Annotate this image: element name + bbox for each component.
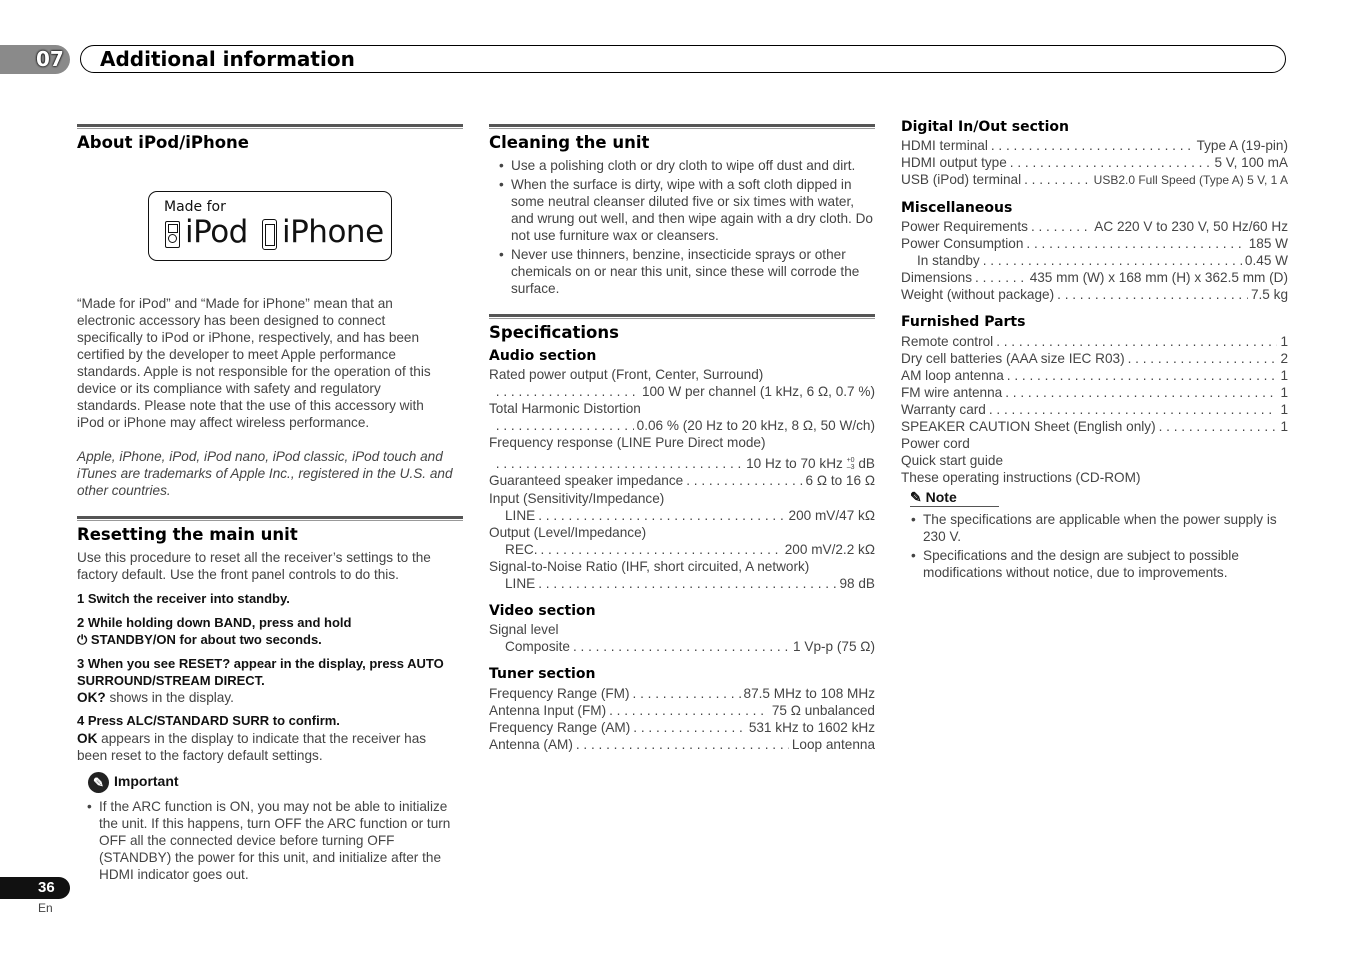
cleaning-list — [489, 157, 879, 299]
text-line: standards. Apple is not responsible for the operation of this — [77, 364, 431, 379]
section-rule — [489, 314, 875, 319]
step-text: SURROUND/STREAM DIRECT. — [77, 673, 265, 688]
leader-dots — [686, 472, 802, 489]
section-rule — [77, 124, 463, 129]
spec-value: 75 Ω unbalanced — [771, 703, 875, 718]
spec-value: 2 — [1280, 351, 1288, 366]
spec-label: SPEAKER CAUTION Sheet (English only) — [901, 419, 1156, 434]
page-language: En — [38, 901, 53, 915]
leader-dots — [1005, 384, 1277, 401]
spec-label: REC. — [505, 542, 538, 557]
spec-label: AM loop antenna — [901, 368, 1004, 383]
list-item: • Use a polishing cloth or dry cloth to wipe off dust and dirt. — [489, 157, 879, 174]
step-3 — [77, 655, 469, 689]
standby-power-icon: ⏻ — [77, 632, 88, 647]
ok-display: OK — [77, 731, 98, 746]
step-text: 3 When you see RESET? appear in the display, press AUTO — [77, 656, 444, 671]
leader-dots — [576, 736, 789, 753]
text-line: specifically to iPod or iPhone, respectively, and has been — [77, 330, 420, 345]
spec-value: 1 — [1280, 402, 1288, 417]
spec-label: Remote control — [901, 334, 994, 349]
leader-dots — [540, 541, 781, 558]
spec-row — [901, 252, 1288, 269]
spec-value: 200 mV/47 kΩ — [788, 508, 875, 523]
leader-dots — [991, 137, 1194, 154]
note-label: Note — [925, 489, 957, 505]
text-line: iTunes are trademarks of Apple Inc., registered in the U.S. and — [77, 466, 453, 481]
iphone-icon — [262, 219, 277, 250]
spec-label: Guaranteed speaker impedance — [489, 473, 684, 488]
spec-row — [901, 235, 1288, 252]
tolerance-minus: –3 — [846, 464, 855, 472]
leader-dots — [996, 333, 1277, 350]
spec-value: 0.06 % (20 Hz to 20 kHz, 8 Ω, 50 W/ch) — [636, 418, 875, 433]
spec-label: Antenna Input (FM) — [489, 703, 607, 718]
spec-value: 1 — [1280, 419, 1288, 434]
spec-value: Type A (19-pin) — [1196, 138, 1288, 153]
page-number: 36 — [38, 879, 55, 896]
list-item: • When the surface is dirty, wipe with a soft cloth dipped in some neutral cleanser diluted five or six times with water, and wrung out well, and then wipe again with a dry cloth. Do not use furniture wax or cleansers. — [489, 176, 879, 244]
made-for-ipod-iphone-logo — [148, 191, 392, 261]
trademark-notice — [77, 448, 467, 499]
leader-dots — [538, 575, 836, 592]
spec-row — [901, 154, 1288, 171]
list-item: Quick start guide — [901, 453, 1003, 468]
text-line: Apple, iPhone, iPod, iPod nano, iPod classic, iPod touch and — [77, 449, 443, 464]
spec-row — [489, 736, 875, 753]
audio-section-heading: Audio section — [489, 348, 597, 364]
spec-label: In standby — [917, 253, 980, 268]
spec-label: Dimensions — [901, 270, 973, 285]
spec-label: LINE — [505, 508, 536, 523]
step-1: 1 Switch the receiver into standby. — [77, 591, 290, 606]
spec-label: HDMI terminal — [901, 138, 988, 153]
spec-row — [901, 286, 1288, 303]
step-text: STANDBY/ON for about two seconds. — [90, 632, 322, 647]
text-line: device or its compliance with safety and regulatory — [77, 381, 381, 396]
leader-dots — [1159, 418, 1278, 435]
spec-value: AC 220 V to 230 V, 50 Hz/60 Hz — [1094, 219, 1288, 234]
spec-label: Signal-to-Noise Ratio (IHF, short circuited, A network) — [489, 559, 810, 574]
ipod-paragraph — [77, 295, 467, 431]
spec-value: 185 W — [1248, 236, 1288, 251]
leader-dots — [633, 685, 741, 702]
spec-row — [489, 541, 875, 558]
video-section-heading: Video section — [489, 603, 596, 619]
section-heading-cleaning: Cleaning the unit — [489, 133, 650, 152]
spec-label: Frequency response (LINE Pure Direct mode) — [489, 435, 766, 450]
spec-row — [489, 685, 875, 702]
unit: dB — [858, 456, 875, 471]
leader-dots — [1007, 367, 1278, 384]
spec-row — [489, 575, 875, 592]
step-2 — [77, 614, 351, 648]
spec-row — [901, 137, 1288, 154]
leader-dots — [983, 252, 1242, 269]
furnished-section-heading: Furnished Parts — [901, 314, 1026, 330]
spec-value: 200 mV/2.2 kΩ — [784, 542, 875, 557]
spec-value: 0.45 W — [1244, 253, 1288, 268]
spec-value: 1 Vp-p (75 Ω) — [793, 639, 875, 654]
spec-row — [901, 269, 1288, 286]
text-line: standards. Please note that the use of this accessory with — [77, 398, 424, 413]
spec-value: 1 — [1280, 334, 1288, 349]
spec-label: Weight (without package) — [901, 287, 1055, 302]
spec-value: USB2.0 Full Speed (Type A) 5 V, 1 A — [1093, 173, 1288, 187]
spec-row — [901, 418, 1288, 435]
leader-dots — [1026, 235, 1245, 252]
ipod-icon — [165, 221, 180, 248]
leader-dots — [989, 401, 1278, 418]
text-line: been reset to the factory default settings. — [77, 748, 323, 763]
spec-label: HDMI output type — [901, 155, 1007, 170]
ok-display: OK? — [77, 690, 106, 705]
spec-row — [489, 702, 875, 719]
furnished-plain-list — [901, 435, 1140, 486]
spacer — [489, 383, 493, 400]
text-line: certified by the developer to meet Apple performance — [77, 347, 396, 362]
spacer — [489, 417, 493, 434]
leader-dots — [1031, 218, 1091, 235]
list-item: • Specifications and the design are subject to possible modifications without notice, due to improvements. — [901, 547, 1291, 581]
spec-value: 100 W per channel (1 kHz, 6 Ω, 0.7 %) — [641, 384, 875, 399]
leader-dots — [609, 702, 769, 719]
leader-dots — [633, 719, 746, 736]
section-rule — [77, 516, 463, 521]
page-number-tab — [0, 877, 70, 899]
list-item: • The specifications are applicable when the power supply is 230 V. — [901, 511, 1291, 545]
spec-value: 6 Ω to 16 Ω — [805, 473, 875, 488]
important-list — [77, 798, 467, 885]
spec-value: 87.5 MHz to 108 MHz — [743, 686, 875, 701]
spec-value — [746, 455, 875, 472]
spec-label: LINE — [505, 576, 536, 591]
tuner-section-heading: Tuner section — [489, 666, 596, 682]
text: appears in the display to indicate that the receiver has — [97, 731, 427, 746]
text-line: iPod or iPhone may affect wireless performance. — [77, 415, 370, 430]
spec-label: Dry cell batteries (AAA size IEC R03) — [901, 351, 1125, 366]
spec-value: 98 dB — [839, 576, 875, 591]
text-line: “Made for iPod” and “Made for iPhone” mean that an — [77, 296, 393, 311]
pencil-icon: ✎ — [910, 489, 922, 505]
reset-intro — [77, 549, 467, 583]
spec-row — [901, 333, 1288, 350]
tolerance-plus: +0 — [846, 457, 855, 465]
logo-iphone: iPhone — [282, 214, 384, 250]
leader-dots — [573, 638, 790, 655]
list-item: • If the ARC function is ON, you may not be able to initialize the unit. If this happens, turn OFF the ARC function or turn OFF all the connected device before turning OFF (STANDBY) the power for this unit, and initialize after the HDMI indicator goes out. — [77, 798, 467, 883]
digital-section-heading: Digital In/Out section — [901, 119, 1069, 135]
text-line: other countries. — [77, 483, 171, 498]
spec-row — [489, 719, 875, 736]
list-item: • Never use thinners, benzine, insecticide sprays or other chemicals on or near this unit, since these will corrode the surface. — [489, 246, 879, 297]
freq-range: 10 Hz to 70 kHz — [746, 456, 843, 471]
spec-label: Input (Sensitivity/Impedance) — [489, 491, 665, 506]
text-line — [77, 730, 467, 747]
step-text: 2 While holding down BAND, press and hold — [77, 615, 352, 630]
spec-value: 531 kHz to 1602 kHz — [748, 720, 875, 735]
spec-value: 1 — [1280, 368, 1288, 383]
step-4: 4 Press ALC/STANDARD SURR to confirm. — [77, 713, 340, 728]
page-title: Additional information — [100, 47, 355, 71]
note-heading — [910, 489, 999, 507]
spec-row — [489, 638, 875, 655]
section-rule — [489, 124, 875, 129]
step-text — [77, 631, 351, 648]
spec-row — [901, 367, 1288, 384]
note-list — [901, 511, 1291, 583]
spec-label: Frequency Range (AM) — [489, 720, 631, 735]
spec-label: Signal level — [489, 622, 559, 637]
text-line: factory default. Use the front panel controls to do this. — [77, 567, 399, 582]
spec-row — [901, 384, 1288, 401]
leader-dots — [496, 455, 743, 472]
spec-row — [901, 171, 1288, 189]
spec-label: USB (iPod) terminal — [901, 172, 1022, 187]
spec-label: FM wire antenna — [901, 385, 1003, 400]
spec-row — [489, 507, 875, 524]
section-heading-ipod: About iPod/iPhone — [77, 133, 249, 152]
leader-dots — [975, 269, 1027, 286]
spec-value: 1 — [1280, 385, 1288, 400]
logo-made-for: Made for — [164, 199, 226, 215]
spec-label: Frequency Range (FM) — [489, 686, 630, 701]
leader-dots — [1057, 286, 1248, 303]
leader-dots — [496, 383, 639, 400]
important-icon: ✎ — [88, 772, 109, 793]
spec-row — [489, 383, 875, 400]
step-3-result — [77, 689, 234, 706]
spec-row — [489, 417, 875, 434]
spec-label: Output (Level/Impedance) — [489, 525, 647, 540]
spec-row — [901, 218, 1288, 235]
misc-section-heading: Miscellaneous — [901, 200, 1013, 216]
spec-label: Composite — [505, 639, 570, 654]
spec-label: Power Requirements — [901, 219, 1028, 234]
text-line: Use this procedure to reset all the receiver’s settings to the — [77, 550, 431, 565]
leader-dots — [496, 417, 634, 434]
list-item: These operating instructions (CD-ROM) — [901, 470, 1141, 485]
section-heading-specifications: Specifications — [489, 323, 619, 342]
spec-label: Power Consumption — [901, 236, 1024, 251]
spec-row — [489, 455, 875, 472]
spec-label: Antenna (AM) — [489, 737, 573, 752]
leader-dots — [1024, 171, 1091, 188]
spec-row — [489, 472, 875, 489]
spec-value: 7.5 kg — [1250, 287, 1288, 302]
tolerance — [847, 457, 855, 471]
spec-row — [901, 350, 1288, 367]
important-label: Important — [114, 773, 179, 789]
spec-value: 435 mm (W) x 168 mm (H) x 362.5 mm (D) — [1029, 270, 1288, 285]
leader-dots — [1010, 154, 1212, 171]
step-4-result — [77, 730, 467, 764]
spec-value: 5 V, 100 mA — [1214, 155, 1288, 170]
leader-dots — [1128, 350, 1278, 367]
text-line: electronic accessory has been designed to connect — [77, 313, 386, 328]
spec-row — [901, 401, 1288, 418]
spec-value: Loop antenna — [791, 737, 875, 752]
logo-ipod: iPod — [185, 214, 248, 250]
spec-label: Total Harmonic Distortion — [489, 401, 641, 416]
spacer — [489, 455, 493, 472]
chapter-number: 07 — [36, 47, 64, 71]
spec-label: Warranty card — [901, 402, 986, 417]
spec-label: Rated power output (Front, Center, Surround) — [489, 367, 764, 382]
list-item: Power cord — [901, 436, 970, 451]
text: shows in the display. — [105, 690, 234, 705]
section-heading-reset: Resetting the main unit — [77, 525, 298, 544]
leader-dots — [538, 507, 785, 524]
